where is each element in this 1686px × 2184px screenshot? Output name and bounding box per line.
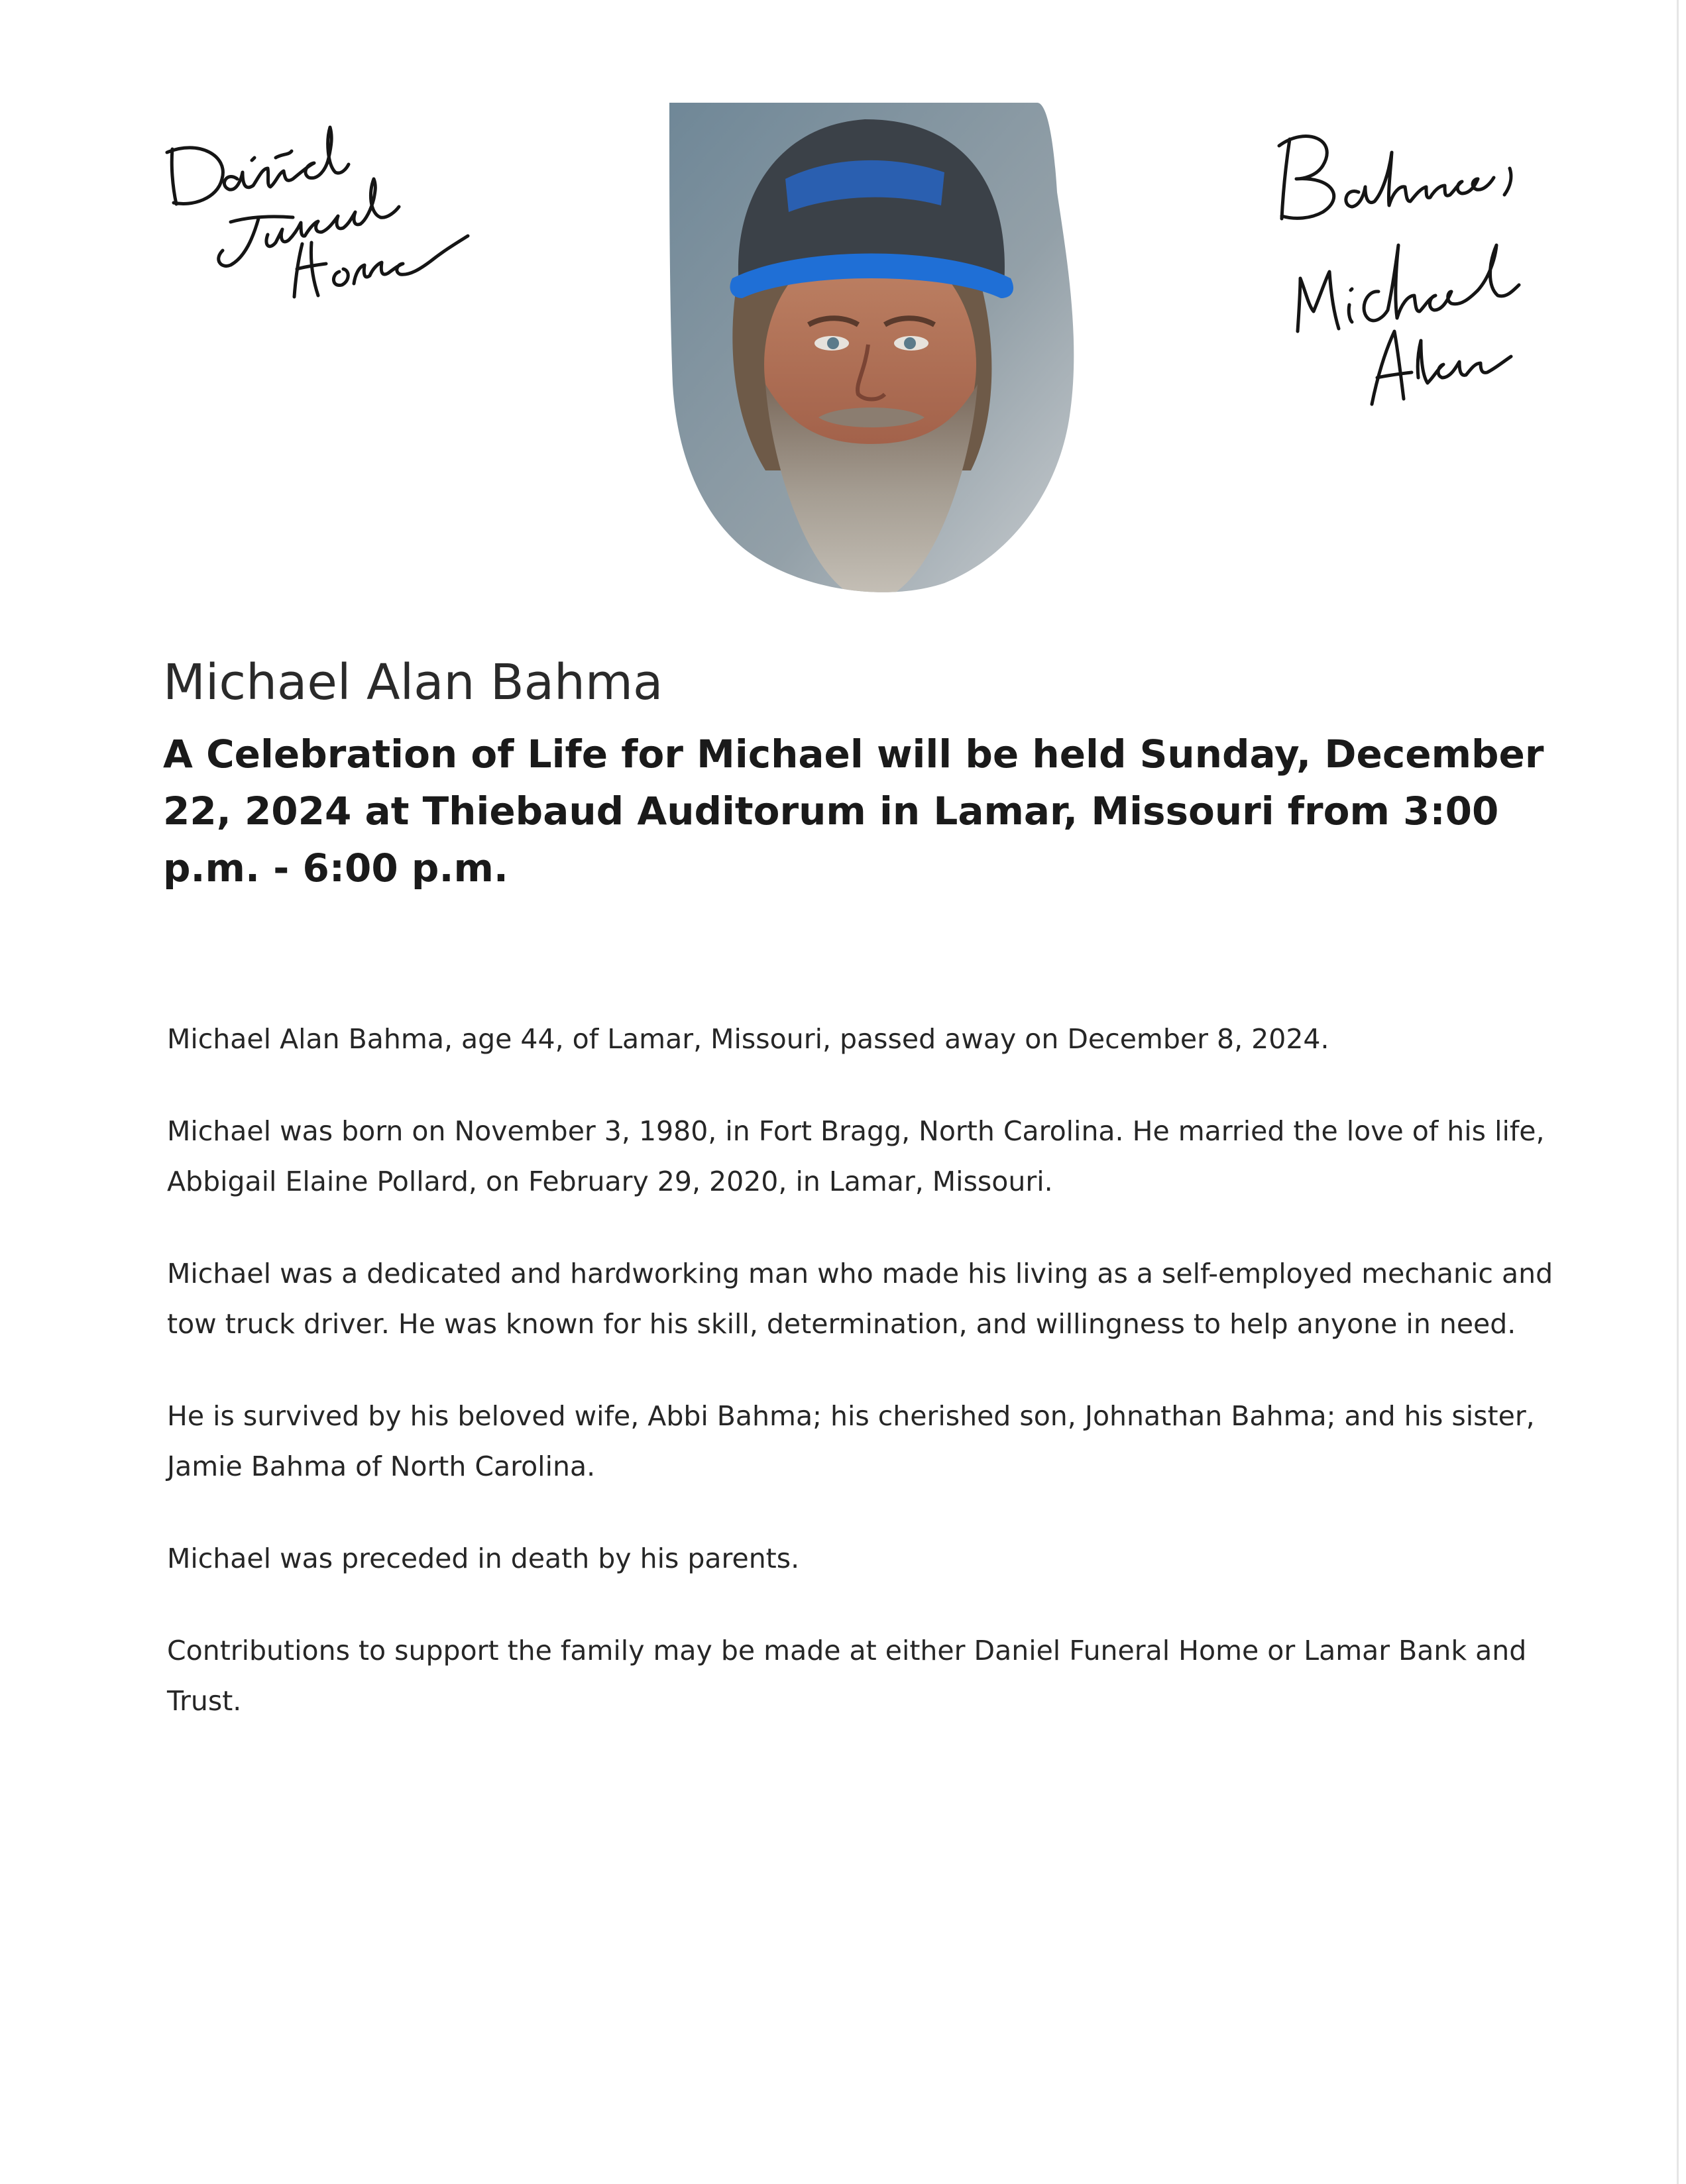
paragraph-birth-marriage: Michael was born on November 3, 1980, in Fort Bragg, North Carolina. He married the love of his life, Abbigail Elaine Pollard, on February 29, 2020, in Lamar, Missouri. xyxy=(167,1115,1545,1197)
paragraph-survivors: He is survived by his beloved wife, Abbi Bahma; his cherished son, Johnathan Bahma; and his sister, Jamie Bahma of North Carolina. xyxy=(167,1400,1535,1482)
obituary-body xyxy=(167,1014,1585,1768)
paragraph-career: Michael was a dedicated and hardworking man who made his living as a self-employed mechanic and tow truck driver. He was known for his skill, determination, and willingness to help anyone in need. xyxy=(167,1258,1553,1340)
paragraph-contributions: Contributions to support the family may be made at either Daniel Funeral Home or Lamar Bank and Trust. xyxy=(167,1635,1527,1717)
service-announcement: A Celebration of Life for Michael will be held Sunday, December 22, 2024 at Thiebaud Auditorum in Lamar, Missouri from 3:00 p.m. - 6:00 p.m. xyxy=(163,732,1544,891)
portrait-photo xyxy=(666,99,1080,593)
paragraph-preceded: Michael was preceded in death by his parents. xyxy=(167,1543,800,1574)
deceased-name: Michael Alan Bahma xyxy=(163,654,663,711)
scan-edge-line xyxy=(1677,0,1679,2184)
handwritten-note-funeral-home xyxy=(152,86,471,311)
handwritten-note-name xyxy=(1259,113,1564,424)
paragraph-passing: Michael Alan Bahma, age 44, of Lamar, Missouri, passed away on December 8, 2024. xyxy=(167,1023,1329,1055)
